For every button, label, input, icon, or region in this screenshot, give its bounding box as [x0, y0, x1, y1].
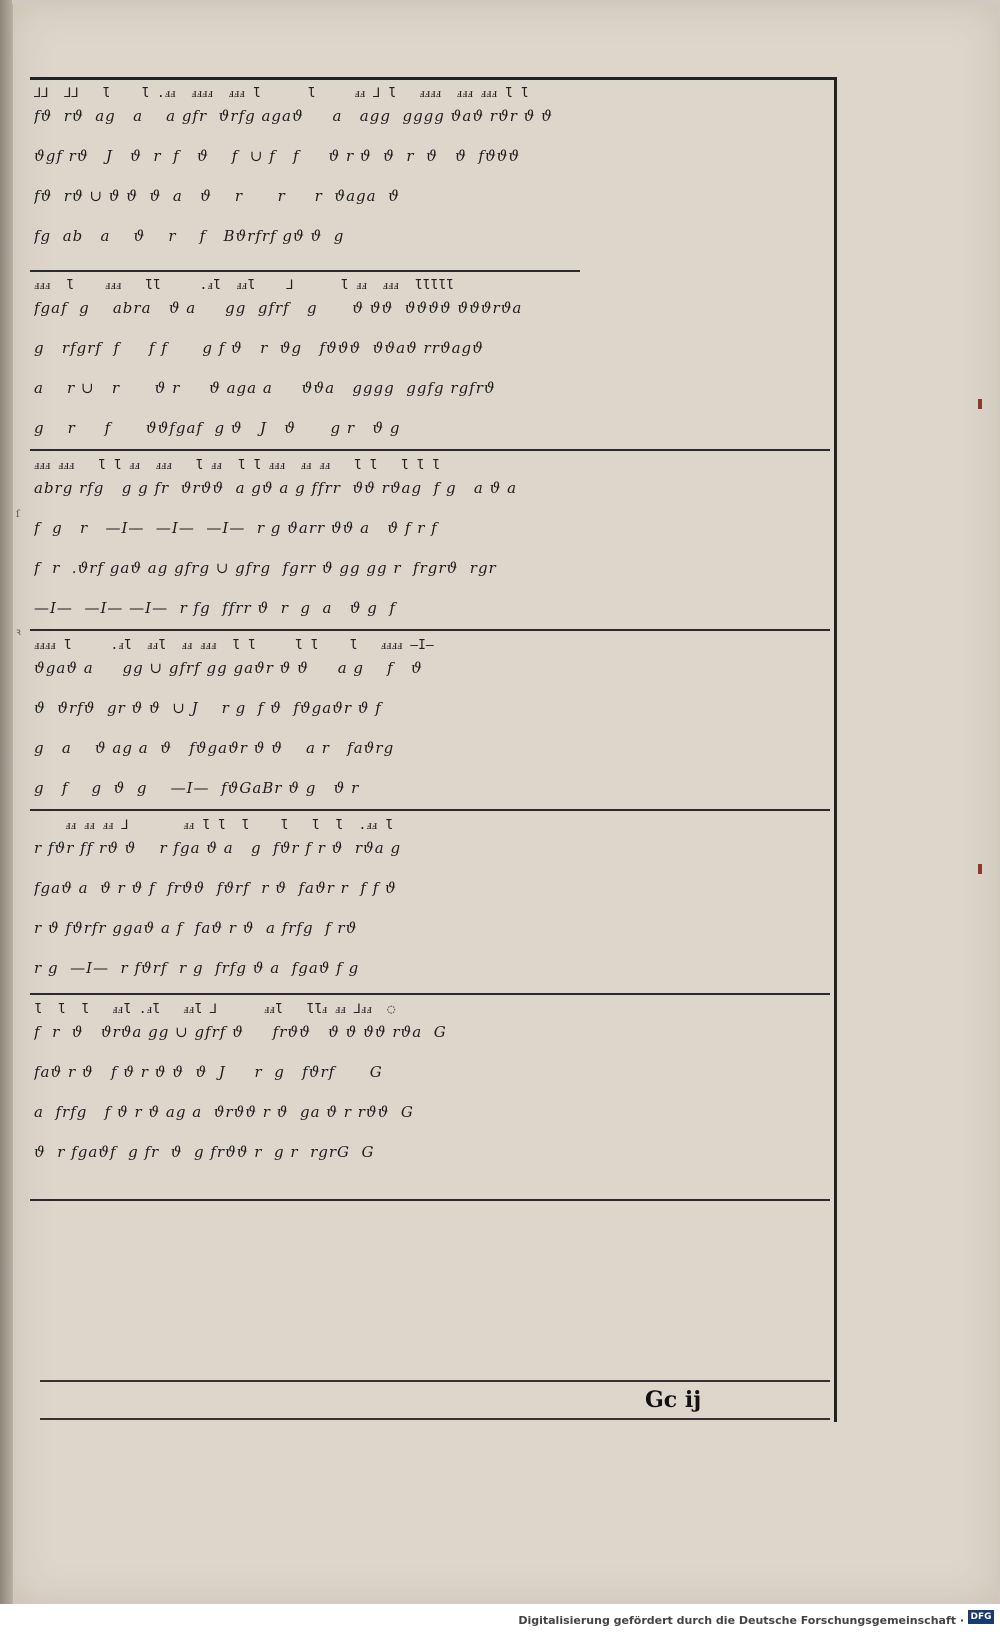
tab-row: f r .ϑrf gaϑ ag gfrg ∪ gfrg fgrr ϑ gg gg r frgrϑ rgr	[34, 559, 497, 577]
system-divider	[30, 270, 580, 272]
tab-row: abrg rfg g g fr ϑrϑϑ a gϑ a g ffrr ϑϑ rϑag f g a ϑ a	[34, 479, 518, 497]
frame-right-rule	[834, 77, 837, 1422]
system-divider	[30, 1199, 830, 1201]
empty-staff-rule	[40, 1380, 830, 1382]
empty-staff-rule	[40, 1418, 830, 1420]
tab-row: faϑ r ϑ f ϑ r ϑ ϑ ϑ J r g fϑrf G	[34, 1063, 383, 1081]
tab-row: g rfgrf f f f g f ϑ r ϑg fϑϑϑ ϑϑaϑ rrϑagϑ	[34, 339, 484, 357]
margin-mark: ſ	[16, 509, 20, 520]
system-divider	[30, 629, 830, 631]
tab-row: a r ∪ r ϑ r ϑ aga a ϑϑa gggg ggfg rgfrϑ	[34, 379, 496, 397]
signature-mark: Gc ij	[645, 1387, 702, 1413]
tab-row: f g r —I— —I— —I— r g ϑarr ϑϑ a ϑ f r f	[34, 519, 438, 537]
margin-mark: ꝛ	[16, 627, 21, 638]
tab-row: r g —I— r fϑrf r g frfg ϑ a fgaϑ f g	[34, 959, 360, 977]
system-divider	[30, 449, 830, 451]
book-binding	[0, 0, 12, 1632]
tab-row: a frfg f ϑ r ϑ ag a ϑrϑϑ r ϑ ga ϑ r rϑϑ G	[34, 1103, 414, 1121]
tab-row: fg ab a ϑ r f Bϑrfrf gϑ ϑ g	[34, 227, 345, 245]
tab-row: g f g ϑ g —I— fϑGaBr ϑ g ϑ r	[34, 779, 360, 797]
tab-row: fϑ rϑ ag a a gfr ϑrfg agaϑ a agg gggg ϑaϑ rϑr ϑ ϑ	[34, 107, 553, 125]
tab-row: g a ϑ ag a ϑ fϑgaϑr ϑ ϑ a r faϑrg	[34, 739, 395, 757]
rhythm-row: ⅎⅎⅎⅎ Ɩ .ⅎƖ ⅎⅎƖ ⅎⅎ ⅎⅎⅎ Ɩ Ɩ Ɩ Ɩ Ɩ ⅎⅎⅎⅎ —I—	[34, 638, 434, 653]
rhythm-row: ⅎⅎⅎ ⅎⅎⅎ Ɩ Ɩ ⅎⅎ ⅎⅎⅎ Ɩ ⅎⅎ Ɩ Ɩ ⅎⅎⅎ ⅎⅎ ⅎⅎ Ɩ Ɩ Ɩ Ɩ Ɩ	[34, 458, 440, 473]
rhythm-row: Ɩ Ɩ Ɩ ⅎⅎƖ .ⅎƖ ⅎⅎƖ ⅃ ⅎⅎƖ ƖƖⅎ ⅎⅎ ⅃ⅎⅎ ◌	[34, 1002, 396, 1017]
rhythm-row: ⅎⅎ ⅎⅎ ⅎⅎ ⅃ ⅎⅎ Ɩ Ɩ Ɩ Ɩ Ɩ Ɩ .ⅎⅎ Ɩ	[34, 818, 393, 833]
rhythm-row: ⅃⅃ ⅃⅃ Ɩ Ɩ .ⅎⅎ ⅎⅎⅎⅎ ⅎⅎⅎ Ɩ Ɩ ⅎⅎ ⅃ Ɩ ⅎⅎⅎⅎ ⅎⅎⅎ ⅎⅎⅎ Ɩ Ɩ	[34, 86, 529, 101]
edge-color-mark	[978, 864, 982, 874]
tab-row: ϑ r fgaϑf g fr ϑ g frϑϑ r g r rgrG G	[34, 1143, 375, 1161]
tab-row: f r ϑ ϑrϑa gg ∪ gfrf ϑ frϑϑ ϑ ϑ ϑϑ rϑa G	[34, 1023, 447, 1041]
tab-row: r fϑr ff rϑ ϑ r fga ϑ a g fϑr f r ϑ rϑa g	[34, 839, 402, 857]
footer-credit: Digitalisierung gefördert durch die Deutsche Forschungsgemeinschaft ·	[518, 1614, 964, 1627]
tab-row: ϑgf rϑ J ϑ r f ϑ f ∪ f f ϑ r ϑ ϑ r ϑ ϑ fϑϑϑ	[34, 147, 521, 165]
tab-row: r ϑ fϑrfr ggaϑ a f faϑ r ϑ a frfg f rϑ	[34, 919, 358, 937]
tab-row: ϑ ϑrfϑ gr ϑ ϑ ∪ J r g f ϑ fϑgaϑr ϑ f	[34, 699, 382, 717]
system-divider	[30, 993, 830, 995]
frame-top-rule	[30, 77, 835, 80]
dfg-logo: DFG	[968, 1610, 994, 1624]
rhythm-row: ⅎⅎⅎ Ɩ ⅎⅎⅎ ƖƖ .ⅎƖ ⅎⅎƖ ⅃ Ɩ ⅎⅎ ⅎⅎⅎ ƖƖƖƖƖ	[34, 278, 454, 293]
system-divider	[30, 809, 830, 811]
tab-row: fϑ rϑ ∪ ϑ ϑ ϑ a ϑ r r r ϑaga ϑ	[34, 187, 400, 205]
tablature-frame	[30, 77, 835, 1422]
edge-color-mark	[978, 399, 982, 409]
tab-row: g r f ϑϑfgaf g ϑ J ϑ g r ϑ g	[34, 419, 401, 437]
tab-row: ϑgaϑ a gg ∪ gfrf gg gaϑr ϑ ϑ a g f ϑ	[34, 659, 423, 677]
tab-row: fgaϑ a ϑ r ϑ f frϑϑ fϑrf r ϑ faϑr r f f ϑ	[34, 879, 397, 897]
tab-row: fgaf g abra ϑ a gg gfrf g ϑ ϑϑ ϑϑϑϑ ϑϑϑrϑa	[34, 299, 523, 317]
tab-row: —I— —I— —I— r fg ffrr ϑ r g a ϑ g f	[34, 599, 396, 617]
